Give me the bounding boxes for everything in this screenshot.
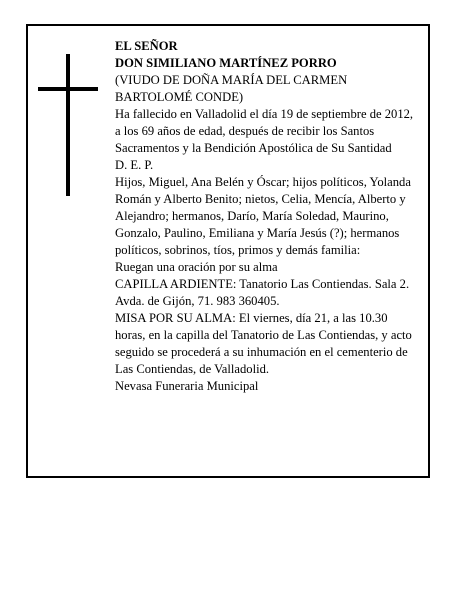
cross-vertical-bar xyxy=(66,54,70,196)
prayer-request: Ruegan una oración por su alma xyxy=(115,260,278,274)
chapel-info: CAPILLA ARDIENTE: Tanatorio Las Contiendas. Sala 2. Avda. de Gijón, 71. 983 360405. xyxy=(115,277,410,308)
family-paragraph: Hijos, Miguel, Ana Belén y Óscar; hijos políticos, Yolanda Román y Alberto Benito; nietos, Celia, Mencía, Alberto y Alejandro; hermanos, Darío, María Soledad, Maurino, Gonzalo, Paulino, Emiliana y María Jesús (?); hermanos políticos, sobrinos, tíos, primos y demás familia: xyxy=(115,175,411,257)
widower-line: (VIUDO DE DOÑA MARÍA DEL CARMEN BARTOLOMÉ CONDE) xyxy=(115,73,348,104)
funeral-home: Nevasa Funeraria Municipal xyxy=(115,379,259,393)
rip-line: D. E. P. xyxy=(115,158,154,172)
cross-icon xyxy=(38,54,98,196)
mass-info: MISA POR SU ALMA: El viernes, día 21, a las 10.30 horas, en la capilla del Tanatorio de Las Contiendas, y acto seguido se procederá a su inhumación en el cementerio de Las Contiendas, de Valladolid. xyxy=(115,311,412,376)
death-paragraph: Ha fallecido en Valladolid el día 19 de septiembre de 2012, a los 69 años de edad, después de recibir los Santos Sacramentos y la Bendición Apostólica de Su Santidad xyxy=(115,107,414,155)
title-line: EL SEÑOR xyxy=(115,39,178,53)
obituary-text xyxy=(115,38,420,395)
deceased-name: DON SIMILIANO MARTÍNEZ PORRO xyxy=(115,56,337,70)
cross-horizontal-bar xyxy=(38,87,98,91)
